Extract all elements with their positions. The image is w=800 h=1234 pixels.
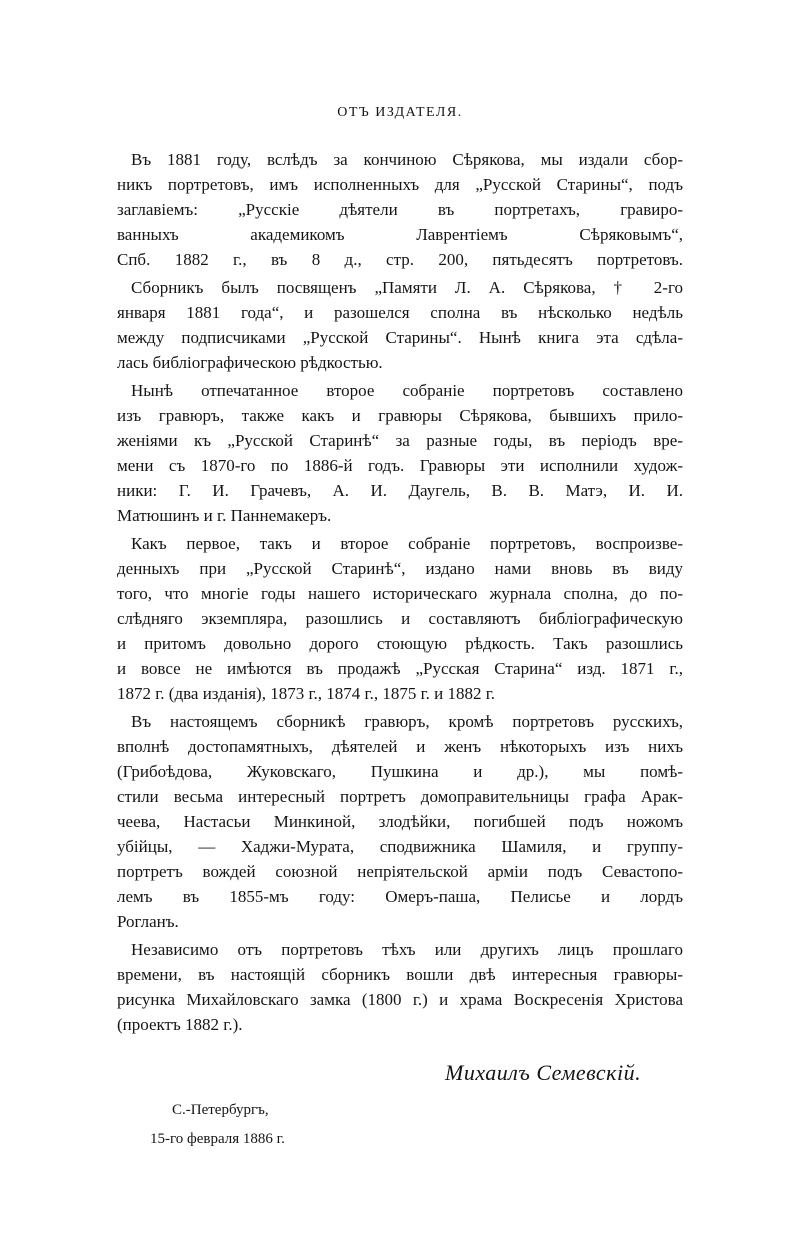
text-line: Въ 1881 году, вслѣдъ за кончиною Сѣрякова, мы издали сбор- <box>131 150 683 169</box>
text-line: Независимо отъ портретовъ тѣхъ или другихъ лицъ прошлаго <box>131 940 683 959</box>
text-line: мени съ 1870-го по 1886-й годъ. Гравюры эти исполнили худож- <box>117 456 683 475</box>
text-line: ники: Г. И. Грачевъ, А. И. Даугель, В. В. Матэ, И. И. <box>117 481 683 500</box>
text-line: убійцы, — Хаджи-Мурата, сподвижника Шамиля, и группу- <box>117 837 683 856</box>
text-line: никъ портретовъ, имъ исполненныхъ для „Русской Старины“, подъ <box>117 175 683 194</box>
document-body <box>117 147 683 1040</box>
paragraph <box>117 937 683 1037</box>
date: 15-го февраля 1886 г. <box>150 1131 285 1147</box>
text-line: изъ гравюръ, также какъ и гравюры Сѣрякова, бывшихъ прило- <box>117 406 683 425</box>
text-line: Матюшинъ и г. Паннемакеръ. <box>117 506 332 525</box>
text-line: Сборникъ былъ посвященъ „Памяти Л. А. Сѣрякова, † 2-го <box>131 278 683 297</box>
text-line: и вовсе не имѣются въ продажѣ „Русская Старина“ изд. 1871 г., <box>117 659 683 678</box>
text-line: Въ настоящемъ сборникѣ гравюръ, кромѣ портретовъ русскихъ, <box>131 712 683 731</box>
paragraph <box>117 531 683 706</box>
text-line: лась библіографическою рѣдкостью. <box>117 353 383 372</box>
text-line: Нынѣ отпечатанное второе собраніе портретовъ составлено <box>131 381 683 400</box>
paragraph <box>117 275 683 375</box>
text-line: вполнѣ достопамятныхъ, дѣятелей и женъ нѣкоторыхъ изъ нихъ <box>117 737 683 756</box>
paragraph <box>117 147 683 272</box>
paragraph <box>117 378 683 528</box>
text-line: ванныхъ академикомъ Лаврентіемъ Сѣряковымъ“, <box>117 225 683 244</box>
text-line: (Грибоѣдова, Жуковскаго, Пушкина и др.), мы помѣ- <box>117 762 683 781</box>
text-line: Спб. 1882 г., въ 8 д., стр. 200, пятьдесятъ портретовъ. <box>117 250 683 269</box>
text-line: (проектъ 1882 г.). <box>117 1015 243 1034</box>
paragraph <box>117 709 683 934</box>
page-title: ОТЪ ИЗДАТЕЛЯ. <box>337 105 463 120</box>
text-line: и притомъ довольно дорого стоющую рѣдкость. Такъ разошлись <box>117 634 683 653</box>
text-line: портретъ вождей союзной непріятельской арміи подъ Севастопо- <box>117 862 683 881</box>
text-line: времени, въ настоящій сборникъ вошли двѣ интересныя гравюры- <box>117 965 683 984</box>
text-line: Какъ первое, такъ и второе собраніе портретовъ, воспроизве- <box>131 534 683 553</box>
text-line: денныхъ при „Русской Старинѣ“, издано нами вновь въ виду <box>117 559 683 578</box>
text-line: заглавіемъ: „Русскіе дѣятели въ портретахъ, гравиро- <box>117 200 683 219</box>
place: С.-Петербургъ, <box>172 1102 269 1118</box>
text-line: лемъ въ 1855-мъ году: Омеръ-паша, Пелисье и лордъ <box>117 887 683 906</box>
text-line: чеева, Настасьи Минкиной, злодѣйки, погибшей подъ ножомъ <box>117 812 683 831</box>
text-line: между подписчиками „Русской Старины“. Нынѣ книга эта сдѣла- <box>117 328 683 347</box>
text-line: стили весьма интересный портретъ домоправительницы графа Арак- <box>117 787 683 806</box>
text-line: женіями къ „Русской Старинѣ“ за разные годы, въ періодъ вре- <box>117 431 683 450</box>
text-line: рисунка Михайловскаго замка (1800 г.) и храма Воскресенія Христова <box>117 990 683 1009</box>
text-line: того, что многіе годы нашего историческаго журнала сполна, до по- <box>117 584 683 603</box>
text-line: января 1881 года“, и разошелся сполна въ нѣсколько недѣль <box>117 303 683 322</box>
signature: Михаилъ Семевскій. <box>445 1060 642 1085</box>
text-line: 1872 г. (два изданія), 1873 г., 1874 г., 1875 г. и 1882 г. <box>117 684 496 703</box>
text-line: слѣдняго экземпляра, разошлись и составляютъ библіографическую <box>117 609 683 628</box>
text-line: Рогланъ. <box>117 912 179 931</box>
